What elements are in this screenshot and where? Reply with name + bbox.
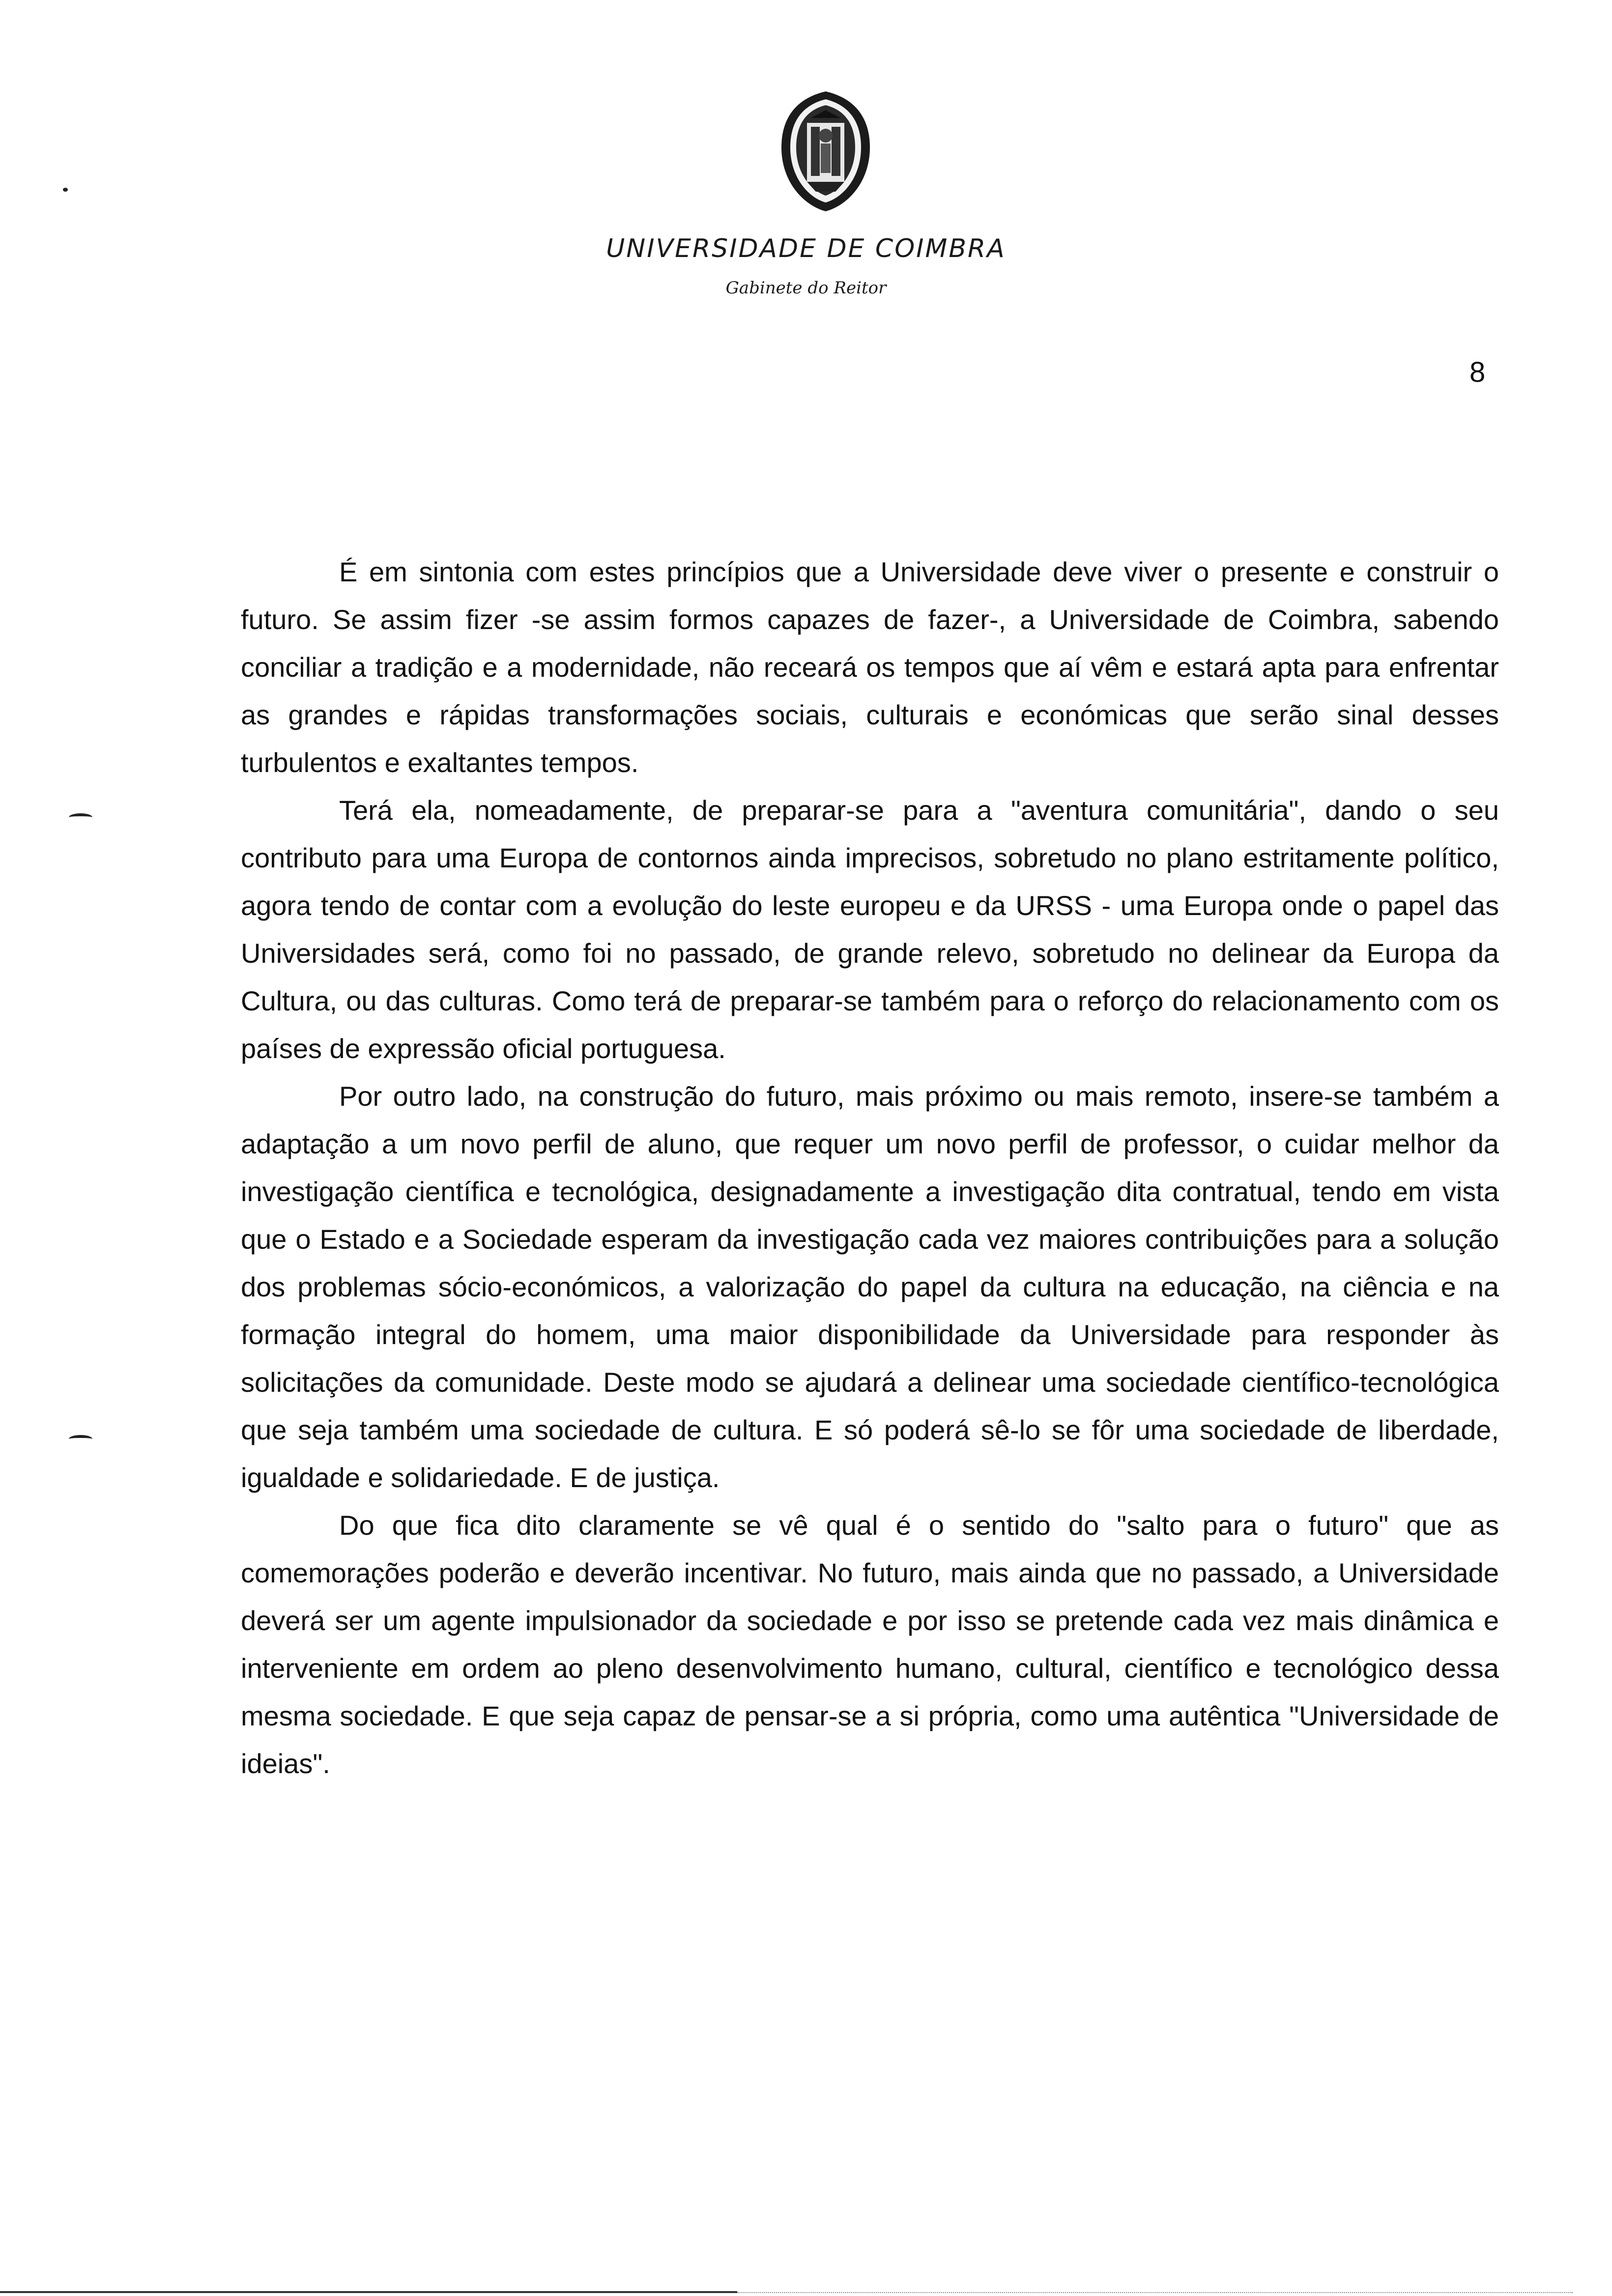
punch-hole-mark <box>69 813 92 821</box>
paragraph: É em sintonia com estes princípios que a Universidade deve viver o presente e construir o futuro. Se assim fizer -se assim formos capazes de fazer-, a Universidade de Coimbra, sabendo conciliar a tradição e a modernidade, não receará os tempos que aí vêm e estará apta para enfrentar as grandes e rápidas transformações sociais, culturais e económicas que serão sinal desses turbulentos e exaltantes tempos. <box>241 556 1499 778</box>
institution-name: UNIVERSIDADE DE COIMBRA <box>606 234 1006 263</box>
office-name: Gabinete do Reitor <box>725 278 887 298</box>
university-seal-icon <box>777 88 875 214</box>
scan-edge-line <box>737 2292 1573 2293</box>
punch-hole-mark <box>69 1435 92 1443</box>
paragraph: Por outro lado, na construção do futuro, mais próximo ou mais remoto, insere-se também a adaptação a um novo perfil de aluno, que requer um novo perfil de professor, o cuidar melhor da investigação científica e tecnológica, designadamente a investigação dita contratual, tendo em vista que o Estado e a Sociedade esperam da investigação cada vez maiores contribuições para a solução dos problemas sócio-económicos, a valorização do papel da cultura na educação, na ciência e na formação integral do homem, uma maior disponibilidade da Universidade para responder às solicitações da comunidade. Deste modo se ajudará a delinear uma sociedade científico-tecnológica que seja também uma sociedade de cultura. E só poderá sê-lo se fôr uma sociedade de liberdade, igualdade e solidariedade. E de justiça. <box>241 1081 1499 1493</box>
paragraph: Do que fica dito claramente se vê qual é o sentido do "salto para o futuro" que as comemorações poderão e deverão incentivar. No futuro, mais ainda que no passado, a Universidade deverá ser um agente impulsionador da sociedade e por isso se pretende cada vez mais dinâmica e interveniente em ordem ao pleno desenvolvimento humano, cultural, científico e tecnológico dessa mesma sociedade. E que seja capaz de pensar-se a si própria, como uma autêntica "Universidade de ideias". <box>241 1510 1499 1779</box>
letter-body <box>241 548 1499 1787</box>
scan-edge-line <box>0 2291 737 2293</box>
paragraph: Terá ela, nomeadamente, de preparar-se para a "aventura comunitária", dando o seu contributo para uma Europa de contornos ainda imprecisos, sobretudo no plano estritamente político, agora tendo de contar com a evolução do leste europeu e da URSS - uma Europa onde o papel das Universidades será, como foi no passado, de grande relevo, sobretudo no delinear da Europa da Cultura, ou das culturas. Como terá de preparar-se também para o reforço do relacionamento com os países de expressão oficial portuguesa. <box>241 795 1499 1064</box>
scan-speck <box>63 188 68 192</box>
page-number: 8 <box>1469 356 1486 388</box>
